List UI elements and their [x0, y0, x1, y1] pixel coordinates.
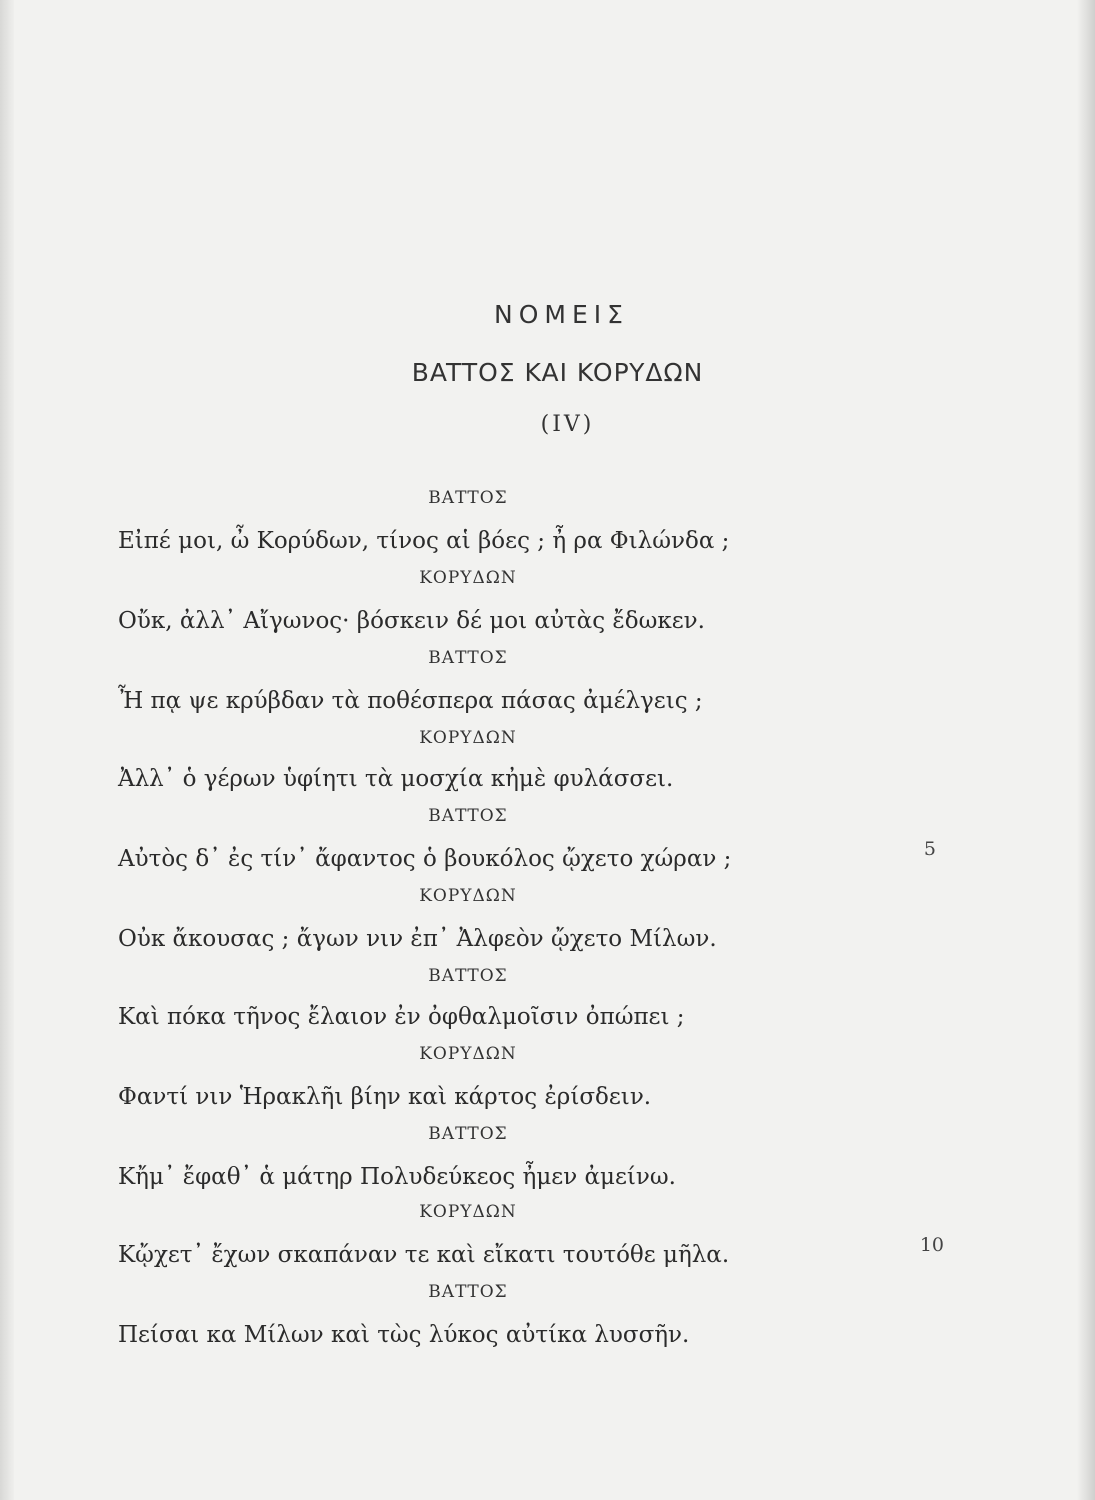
poem-title: NOMEIΣ [494, 300, 629, 329]
line-number: 5 [923, 838, 936, 860]
verse-line: Οὐκ ἄκουσας ; ἄγων νιν ἐπ᾽ Ἀλφεὸν ᾤχετο Μίλων. [118, 926, 717, 952]
speaker-label: ΚΟΡΥΔΩΝ [419, 1202, 517, 1222]
verse-line: Κᾤχετ᾽ ἔχων σκαπάναν τε καὶ εἴκατι τουτόθε μῆλα. [118, 1242, 730, 1268]
speaker-label: ΚΟΡΥΔΩΝ [419, 568, 517, 588]
line-number: 10 [919, 1234, 944, 1256]
poem-subtitle: BATTOΣ KAI KOPYΔΩN [411, 358, 704, 387]
speaker-label: ΒΑΤΤΟΣ [428, 488, 508, 508]
speaker-label: ΚΟΡΥΔΩΝ [419, 1044, 517, 1064]
verse-line: Οὔκ, ἀλλ᾽ Αἴγωνος· βόσκειν δέ μοι αὐτὰς ἔδωκεν. [118, 608, 705, 634]
page-binding-edge [0, 0, 14, 1500]
speaker-label: ΚΟΡΥΔΩΝ [419, 886, 517, 906]
speaker-label: ΚΟΡΥΔΩΝ [419, 728, 517, 748]
speaker-label: ΒΑΤΤΟΣ [428, 1124, 508, 1144]
speaker-label: ΒΑΤΤΟΣ [428, 648, 508, 668]
verse-line: Κἤμ᾽ ἔφαθ᾽ ἁ μάτηρ Πολυδεύκεος ἦμεν ἀμείνω. [118, 1164, 676, 1190]
verse-line: Εἰπέ μοι, ὦ Κορύδων, τίνος αἱ βόες ; ἦ ρα Φιλώνδα ; [118, 528, 730, 554]
verse-line: Ἀλλ᾽ ὁ γέρων ὑφίητι τὰ μοσχία κἠμὲ φυλάσσει. [118, 766, 674, 792]
verse-line: Καὶ πόκα τῆνος ἔλαιον ἐν ὀφθαλμοῖσιν ὀπώπει ; [118, 1004, 685, 1030]
verse-line: Αὐτὸς δ᾽ ἐς τίν᾽ ἄφαντος ὁ βουκόλος ᾤχετο χώραν ; [118, 846, 732, 872]
speaker-label: ΒΑΤΤΟΣ [428, 806, 508, 826]
poem-number: (IV) [540, 412, 595, 437]
verse-line: Πείσαι κα Μίλων καὶ τὼς λύκος αὐτίκα λυσσῆν. [118, 1322, 690, 1348]
speaker-label: ΒΑΤΤΟΣ [428, 1282, 508, 1302]
page-right-edge [1077, 0, 1095, 1500]
speaker-label: ΒΑΤΤΟΣ [428, 966, 508, 986]
verse-line: Ἦ πᾳ ψε κρύβδαν τὰ ποθέσπερα πάσας ἀμέλγεις ; [118, 688, 703, 714]
verse-line: Φαντί νιν Ἡρακλῆι βίην καὶ κάρτος ἐρίσδειν. [118, 1084, 652, 1110]
